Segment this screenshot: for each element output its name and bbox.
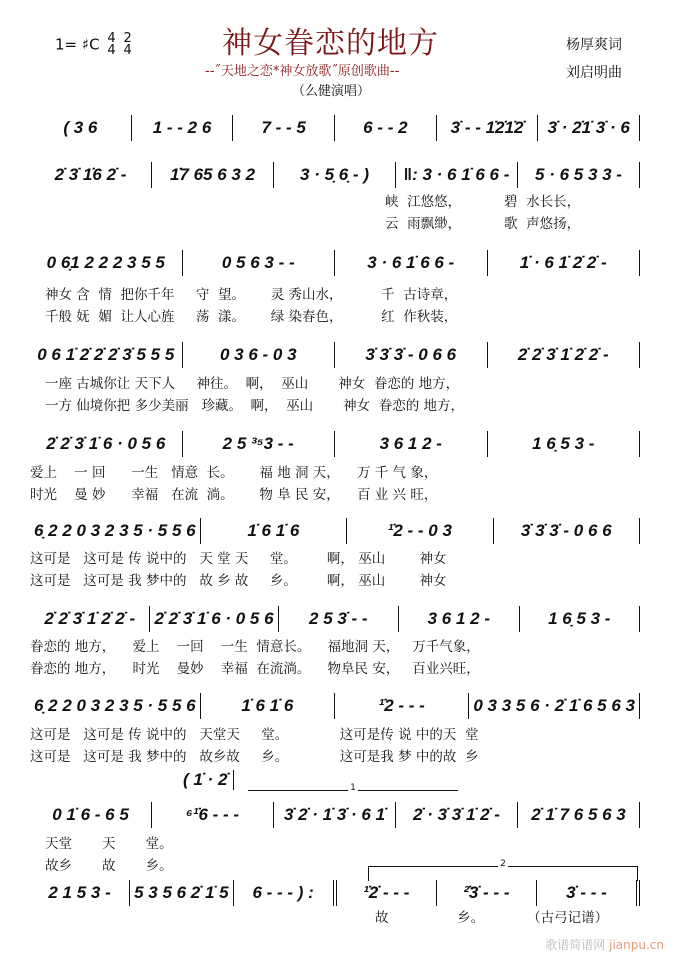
measure: ²̇3̇ - - - bbox=[437, 880, 537, 906]
measure: 1̇ · 6 1̇ 2̇ 2̇ - bbox=[488, 250, 641, 276]
measure: 0 3 3 5 6 · 2̇ 1̇ 6 5 6 3 bbox=[469, 693, 640, 719]
time-signature-1: 4 4 bbox=[107, 31, 116, 58]
singer-credit: （么健演唱） bbox=[292, 84, 371, 99]
measure: ‖: 3 · 6 1̇ 6 6 - bbox=[396, 162, 518, 188]
measure: 1 6̣ 5 3 - bbox=[488, 431, 641, 457]
song-subtitle: --˝天地之恋*神女放歌˝原创歌曲-- bbox=[205, 64, 400, 79]
key-label: 1= ♯C bbox=[55, 35, 100, 54]
staff-system bbox=[30, 802, 640, 828]
measure: 3 6 1 2 - bbox=[335, 431, 488, 457]
measure: 1̇7 65 6 3 2 bbox=[152, 162, 274, 188]
staff-system bbox=[30, 342, 640, 368]
measure: 6 - - - ) : bbox=[234, 880, 337, 906]
lyric-line: 神女 含 情 把你千年 守 望。 灵 秀山水， 千 古诗章， bbox=[45, 287, 458, 303]
lyric-line: 时光 曼 妙 幸福 在流 淌。 物 阜 民 安， 百 业 兴 旺， bbox=[30, 487, 438, 503]
measure: 2̇ 2̇ 3̇ 1̇ 6 · 0 5 6 bbox=[30, 431, 183, 457]
lyric-line: 这可是 这可是 传 说中的 天 堂 天 堂。 啊， 巫山 神女 bbox=[30, 551, 447, 567]
measure: 5 3 5 6 2̇ 1̇ 5 bbox=[130, 880, 234, 906]
measure: ⁶¹̇6 - - - bbox=[152, 802, 274, 828]
measure: 6̣ 2 2 0 3 2 3 5 · 5 5 6 bbox=[30, 693, 201, 719]
measure: 3̇ - - 1̇2̇1̇2̇ bbox=[437, 115, 539, 141]
lyric-line: 故乡 故 乡。 bbox=[45, 858, 173, 874]
key-signature bbox=[55, 33, 132, 57]
measure: 2̇ 2̇ 3̇ 1̇ 2̇ 2̇ - bbox=[30, 606, 150, 632]
measure: ¹̇2 - - - bbox=[335, 693, 469, 719]
volta-bracket-2: 2 bbox=[368, 866, 638, 881]
composer-credit: 刘启明曲 bbox=[566, 65, 622, 81]
time-signature-2: 2 4 bbox=[123, 31, 132, 58]
measure: 3̇ - - - bbox=[537, 880, 640, 906]
measure: 3̇ · 2̇1̇ 3̇ · 6 bbox=[538, 115, 640, 141]
measure: 7 - - 5 bbox=[233, 115, 335, 141]
measure: 3 6 1 2 - bbox=[399, 606, 519, 632]
staff-system bbox=[30, 115, 640, 141]
lyric-line: 千般 妩 媚 让人心旌 荡 漾。 绿 染春色， 红 作秋装， bbox=[45, 309, 458, 325]
measure: 0 1̇ 6 - 6 5 bbox=[30, 802, 152, 828]
song-title: 神女眷恋的地方 bbox=[222, 26, 439, 61]
measure: 2̇ 3̇ 1̇6 2̇ - bbox=[30, 162, 152, 188]
measure: 3̇ 2̇ · 1̇ 3̇ · 6 1̇ bbox=[274, 802, 396, 828]
lyric-line: 一方 仙境你把 多少美丽 珍藏。 啊， 巫山 神女 眷恋的 地方， bbox=[45, 398, 465, 414]
staff-system bbox=[30, 880, 640, 906]
lyric-line: 这可是 这可是 传 说中的 天堂天 堂。 这可是传 说 中的天 堂 bbox=[30, 727, 479, 743]
lyricist-credit: 杨厚爽词 bbox=[566, 37, 622, 53]
staff-system bbox=[30, 250, 640, 276]
measure: 2̇ 2̇ 3̇ 1̇ 2̇ 2̇ - bbox=[488, 342, 641, 368]
measure: 5 · 6 5 3 3 - bbox=[518, 162, 640, 188]
measure: ¹̇2̇ - - - bbox=[337, 880, 437, 906]
measure: 0 6̣1 2 2 2 3 5 5 bbox=[30, 250, 183, 276]
lyric-line: 峡 江悠悠， 碧 水长长， bbox=[385, 194, 581, 210]
pickup-measure: ( 1̇ · 2̇ bbox=[183, 770, 234, 790]
lyric-line: 眷恋的 地方， 爱上 一回 一生 情意长。 福地洞 天， 万千气象， bbox=[30, 639, 480, 655]
measure: 1 6̣ 5 3 - bbox=[520, 606, 640, 632]
measure: 0 6 1̇ 2̇ 2̇ 2̇ 3̇ 5 5 5 bbox=[30, 342, 183, 368]
measure: 6̣ 2 2 0 3 2 3 5 · 5 5 6 bbox=[30, 518, 201, 544]
lyric-line: 故 乡。 （古弓记谱） bbox=[375, 910, 609, 926]
measure: 1̇ 6 1̇ 6 bbox=[201, 693, 335, 719]
measure: 3 · 6 1̇ 6 6 - bbox=[335, 250, 488, 276]
measure: 2 1 5 3 - bbox=[30, 880, 130, 906]
lyric-line: 爱上 一 回 一生 情意 长。 福 地 洞 天， 万 千 气 象， bbox=[30, 465, 438, 481]
measure: 2 5 ³⁵3 - - bbox=[183, 431, 336, 457]
measure: ( 3 6 bbox=[30, 115, 132, 141]
measure: 0 3 6 - 0 3 bbox=[183, 342, 336, 368]
staff-system bbox=[30, 162, 640, 188]
staff-system bbox=[30, 518, 640, 544]
measure: 6 - - 2 bbox=[335, 115, 437, 141]
measure: ¹̇2 - - 0 3 bbox=[347, 518, 493, 544]
lyric-line: 天堂 天 堂。 bbox=[45, 836, 173, 852]
measure: 1 - - 2 6 bbox=[132, 115, 234, 141]
measure: 1̇ 6 1̇ 6 bbox=[201, 518, 347, 544]
staff-system bbox=[30, 606, 640, 632]
measure: 2̇ 1̇ 7 6 5 6 3 bbox=[518, 802, 640, 828]
measure: 3̇ 3̇ 3̇ - 0 6 6 bbox=[335, 342, 488, 368]
measure: 2̇ 2̇ 3̇ 1̇ 6 · 0 5 6 bbox=[150, 606, 278, 632]
measure: 3̇ 3̇ 3̇ - 0 6 6 bbox=[494, 518, 640, 544]
lyric-line: 这可是 这可是 我 梦中的 故乡故 乡。 这可是我 梦 中的故 乡 bbox=[30, 749, 479, 765]
measure: 2 5 3̇ - - bbox=[279, 606, 399, 632]
measure: 0 5 6 3 - - bbox=[183, 250, 336, 276]
volta-bracket-1: 1 bbox=[248, 790, 458, 805]
lyric-line: 这可是 这可是 我 梦中的 故 乡 故 乡。 啊， 巫山 神女 bbox=[30, 573, 447, 589]
lyric-line: 眷恋的 地方， 时光 曼妙 幸福 在流淌。 物阜民 安， 百业兴旺， bbox=[30, 661, 480, 677]
measure: 3 · 5̣ 6̣ - ) bbox=[274, 162, 396, 188]
staff-system bbox=[30, 431, 640, 457]
watermark: 歌谱简谱网 jianpu.cn bbox=[545, 938, 664, 952]
lyric-line: 一座 古城你让 天下人 神往。 啊， 巫山 神女 眷恋的 地方， bbox=[45, 376, 460, 392]
staff-system bbox=[30, 693, 640, 719]
measure: 2̇ · 3̇ 3̇ 1̇ 2̇ - bbox=[396, 802, 518, 828]
lyric-line: 云 雨飘缈， 歌 声悠扬， bbox=[385, 216, 581, 232]
